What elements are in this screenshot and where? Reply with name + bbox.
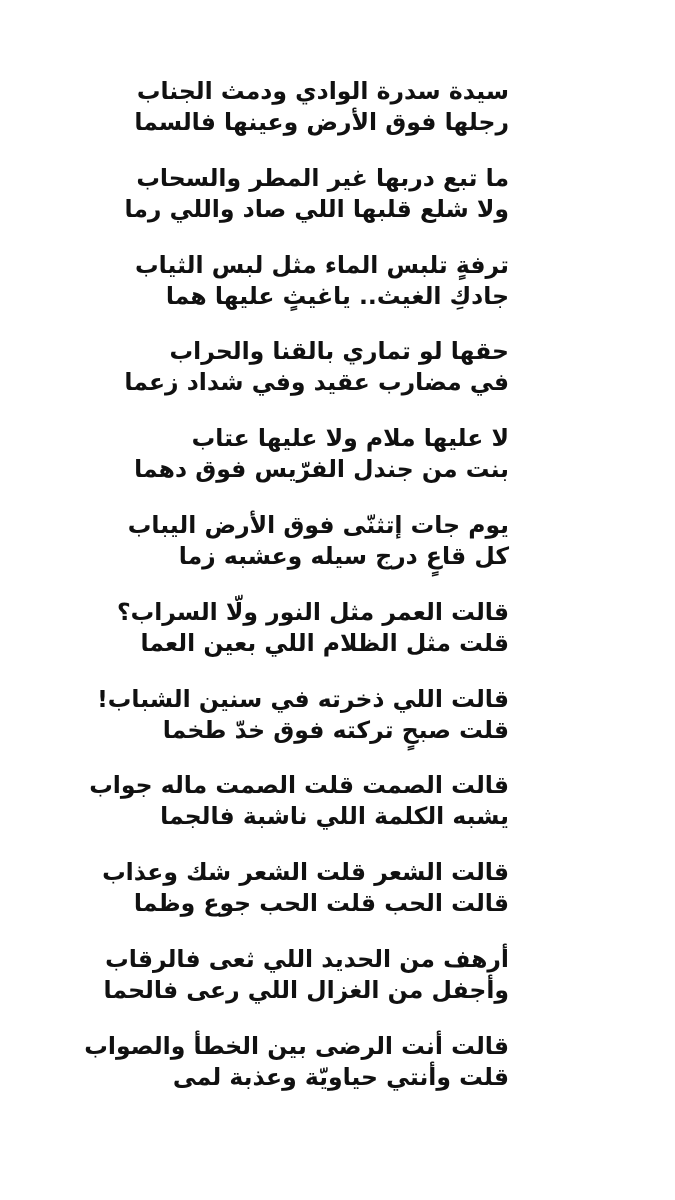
stanza-12-line-2: قلت وأنتي حياويّة وعذبة لمى: [172, 1062, 509, 1091]
stanza-2: [0, 163, 675, 250]
stanza-8: [0, 684, 675, 771]
stanza-5-line-2: بنت من جندل الفرّيس فوق دهما: [134, 455, 509, 484]
stanza-6-line-1: يوم جات إتثنّى فوق الأرض اليباب: [127, 510, 509, 539]
stanza-7-line-1: قالت العمر مثل النور ولّا السراب؟: [116, 597, 509, 626]
stanza-2-line-2: ولا شلع قلبها اللي صاد واللي رما: [124, 194, 509, 223]
stanza-7: [0, 597, 675, 684]
stanza-2-line-1: ما تبع دربها غير المطر والسحاب: [136, 163, 509, 192]
stanza-10: [0, 857, 675, 944]
stanza-4-line-2: في مضارب عقيد وفي شداد زعما: [124, 368, 509, 397]
stanza-10-line-2: قالت الحب قلت الحب جوع وظما: [133, 889, 509, 918]
stanza-6-line-2: كل قاعٍ درج سيله وعشبه زما: [178, 541, 509, 570]
stanza-9-line-1: قالت الصمت قلت الصمت ماله جواب: [89, 771, 509, 800]
stanza-6: [0, 510, 675, 597]
stanza-5-line-1: لا عليها ملام ولا عليها عتاب: [191, 424, 509, 453]
stanza-11-line-1: أرهف من الحديد اللي ثعى فالرقاب: [105, 944, 509, 973]
poem: [0, 76, 675, 1118]
stanza-1-line-1: سيدة سدرة الوادي ودمث الجناب: [136, 77, 509, 105]
stanza-7-line-2: قلت مثل الظلام اللي بعين العما: [140, 628, 509, 657]
stanza-4: [0, 336, 675, 423]
stanza-10-line-1: قالت الشعر قلت الشعر شك وعذاب: [102, 858, 509, 887]
stanza-12-line-1: قالت أنت الرضى بين الخطأ والصواب: [84, 1031, 509, 1060]
stanza-3-line-1: ترفةٍ تلبس الماء مثل لبس الثياب: [135, 250, 509, 279]
stanza-8-line-1: قالت اللي ذخرته في سنين الشباب!: [97, 684, 509, 713]
stanza-11: [0, 944, 675, 1031]
stanza-1: [0, 76, 675, 163]
stanza-4-line-1: حقها لو تماري بالقنا والحراب: [169, 337, 509, 366]
stanza-5: [0, 423, 675, 510]
stanza-8-line-2: قلت صبحٍ تركته فوق خدّ طخما: [162, 715, 509, 744]
stanza-9-line-2: يشبه الكلمة اللي ناشبة فالجما: [160, 802, 509, 831]
stanza-11-line-2: وأجفل من الغزال اللي رعى فالحما: [103, 975, 509, 1004]
stanza-9: [0, 770, 675, 857]
stanza-1-line-2: رجلها فوق الأرض وعينها فالسما: [134, 108, 509, 136]
stanza-3: [0, 250, 675, 337]
stanza-12: [0, 1031, 675, 1118]
stanza-3-line-2: جادكِ الغيث.. ياغيثٍ عليها هما: [165, 281, 509, 310]
